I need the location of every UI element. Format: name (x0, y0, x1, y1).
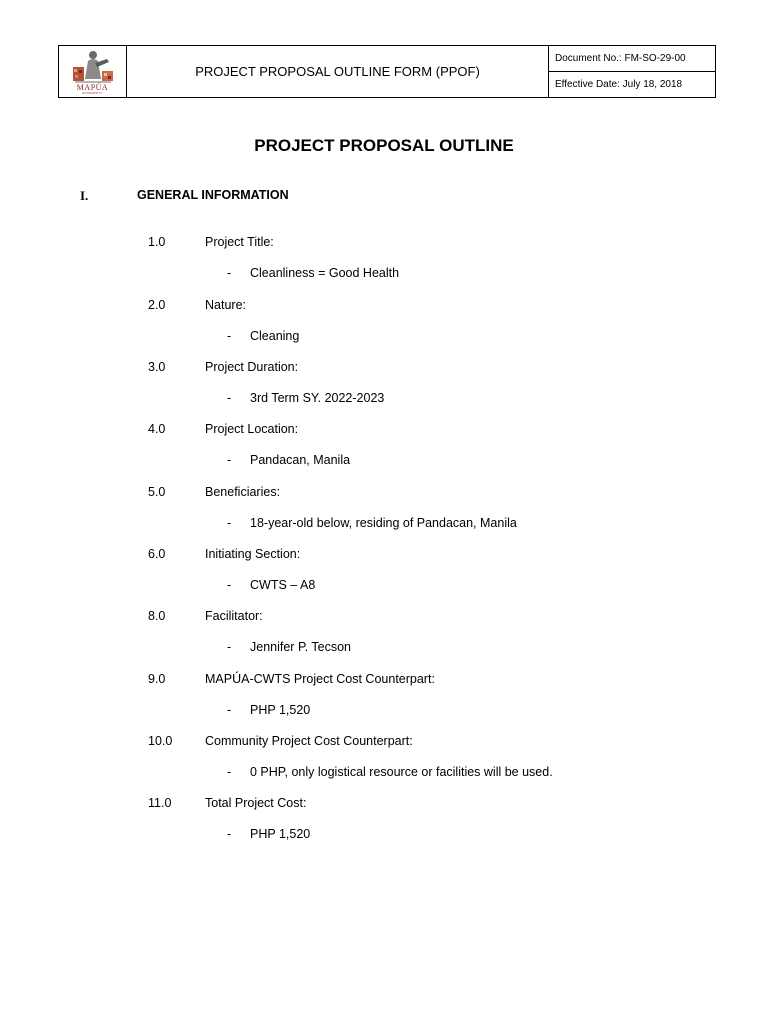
item-number: 1.0 (148, 235, 166, 249)
item-label: Total Project Cost: (205, 796, 307, 810)
item-number: 4.0 (148, 422, 166, 436)
item-label: Initiating Section: (205, 547, 301, 561)
bullet-dash: - (227, 391, 232, 405)
item-value: Cleanliness = Good Health (250, 266, 400, 280)
bullet-dash: - (227, 516, 232, 530)
item-label: Nature: (205, 298, 246, 312)
item-label: Project Title: (205, 235, 274, 249)
logo-subtext: UNIVERSITY (81, 90, 103, 95)
document-header (58, 45, 716, 98)
item-label: Community Project Cost Counterpart: (205, 734, 413, 748)
bullet-dash: - (227, 578, 232, 592)
list-item (0, 235, 768, 297)
item-value: CWTS – A8 (250, 578, 316, 592)
bullet-dash: - (227, 765, 232, 779)
bullet-dash: - (227, 640, 232, 654)
item-number: 3.0 (148, 360, 166, 374)
document-number: Document No.: FM-SO-29-00 (549, 46, 715, 72)
list-item (0, 422, 768, 484)
list-item (0, 360, 768, 422)
university-seal-icon (71, 49, 115, 83)
item-value: 3rd Term SY. 2022-2023 (250, 391, 385, 405)
logo-cell (59, 46, 127, 97)
item-number: 5.0 (148, 485, 166, 499)
item-number: 10.0 (148, 734, 173, 748)
item-number: 11.0 (148, 796, 172, 810)
list-item (0, 298, 768, 360)
item-number: 8.0 (148, 609, 166, 623)
item-value: 0 PHP, only logistical resource or facilities will be used. (250, 765, 553, 779)
item-number: 6.0 (148, 547, 166, 561)
item-label: Project Duration: (205, 360, 299, 374)
form-title: PROJECT PROPOSAL OUTLINE FORM (PPOF) (127, 46, 549, 97)
item-value: 18-year-old below, residing of Pandacan, Manila (250, 516, 517, 530)
list-item (0, 672, 768, 734)
item-number: 2.0 (148, 298, 166, 312)
effective-date: Effective Date: July 18, 2018 (555, 79, 683, 90)
bullet-dash: - (227, 453, 232, 467)
list-item (0, 734, 768, 796)
bullet-dash: - (227, 703, 232, 717)
item-value: Cleaning (250, 329, 300, 343)
list-item (0, 796, 768, 858)
item-value: PHP 1,520 (250, 703, 311, 717)
item-value: Jennifer P. Tecson (250, 640, 351, 654)
item-number: 9.0 (148, 672, 166, 686)
item-label: Beneficiaries: (205, 485, 281, 499)
logo-wordmark: MAPÚA (76, 82, 109, 92)
item-label: Project Location: (205, 422, 299, 436)
bullet-dash: - (227, 329, 232, 343)
bullet-dash: - (227, 827, 232, 841)
section-number: I. (80, 188, 89, 203)
page-title: PROJECT PROPOSAL OUTLINE (254, 136, 514, 155)
item-label: MAPÚA-CWTS Project Cost Counterpart: (205, 672, 435, 686)
bullet-dash: - (227, 266, 232, 280)
list-item (0, 609, 768, 671)
item-value: Pandacan, Manila (250, 453, 351, 467)
document-meta (549, 46, 715, 97)
list-item (0, 547, 768, 609)
item-value: PHP 1,520 (250, 827, 311, 841)
item-label: Facilitator: (205, 609, 263, 623)
section-title: GENERAL INFORMATION (137, 188, 289, 202)
list-item (0, 485, 768, 547)
